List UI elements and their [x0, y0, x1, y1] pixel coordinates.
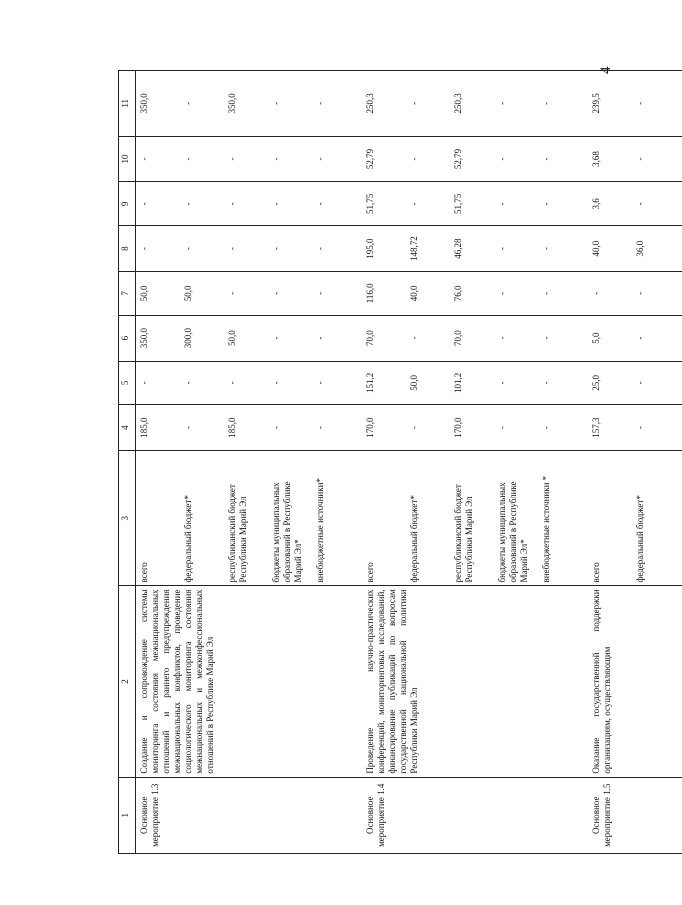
funding-source-name: бюджеты муниципальных образований в Республике Марий Эл* [497, 481, 529, 583]
value-cell: 350,0 [227, 93, 237, 114]
value-cell: - [227, 381, 237, 385]
value-cell: - [541, 381, 551, 385]
funding-source-name: всего [365, 562, 375, 583]
funding-source-name: всего [591, 562, 601, 583]
value-cell: 300,0 [183, 327, 193, 349]
value-cell: - [315, 247, 325, 251]
value-cell: - [271, 202, 281, 206]
value-cell: - [541, 336, 551, 340]
value-cell: - [315, 336, 325, 340]
value-cell: - [541, 157, 551, 161]
value-column-10 [362, 136, 588, 182]
value-cell: - [315, 381, 325, 385]
value-cell: 40,0 [409, 285, 419, 302]
value-cell: 350,0 [139, 93, 149, 114]
column-header: 3 [119, 451, 136, 586]
value-cell: - [541, 101, 551, 105]
value-cell: - [497, 157, 507, 161]
value-cell: - [409, 336, 419, 340]
value-cell: 51,75 [453, 193, 463, 214]
value-cell: - [635, 202, 645, 206]
value-column-11 [136, 71, 363, 137]
funding-source-name: республиканский бюджет Республики Марий Эл [227, 484, 248, 583]
value-cell: 170,0 [453, 417, 463, 438]
value-cell: - [183, 101, 193, 105]
value-column-11 [588, 71, 682, 137]
value-cell: 70,0 [453, 330, 463, 346]
value-cell: - [497, 291, 507, 295]
value-column-4 [588, 405, 682, 451]
value-column-11 [362, 71, 588, 137]
table-body [136, 71, 682, 854]
value-cell: - [409, 426, 419, 430]
value-cell: 101,2 [453, 372, 463, 393]
value-cell: 5,0 [591, 332, 601, 344]
value-cell: - [497, 426, 507, 430]
column-header: 11 [119, 71, 136, 137]
value-cell: - [409, 157, 419, 161]
value-cell: - [409, 101, 419, 105]
value-column-5 [588, 361, 682, 405]
value-cell: - [315, 101, 325, 105]
value-cell: 185,0 [227, 417, 237, 438]
budget-table [118, 70, 682, 854]
column-header: 7 [119, 272, 136, 316]
value-column-4 [362, 405, 588, 451]
column-header: 8 [119, 226, 136, 272]
value-cell: 76,0 [453, 285, 463, 302]
value-column-10 [588, 136, 682, 182]
value-column-9 [136, 182, 363, 226]
value-cell: 36,0 [635, 240, 645, 257]
value-cell: - [271, 157, 281, 161]
value-cell: 239,5 [591, 93, 601, 114]
value-cell: 170,0 [365, 417, 375, 438]
value-cell: - [227, 247, 237, 251]
funding-source-name: федеральный бюджет* [635, 495, 645, 583]
value-column-8 [588, 226, 682, 272]
value-cell: 3,6 [591, 198, 601, 210]
funding-source-name: республиканский бюджет Республики Марий Эл [453, 484, 474, 583]
value-cell: 151,2 [365, 372, 375, 393]
value-column-6 [136, 315, 363, 361]
value-column-6 [588, 315, 682, 361]
value-cell: - [497, 247, 507, 251]
value-cell: - [183, 157, 193, 161]
value-cell: 50,0 [227, 330, 237, 346]
activity-code: Основное мероприятие 1.4 [362, 777, 588, 853]
value-cell: - [635, 336, 645, 340]
value-cell: - [271, 336, 281, 340]
value-column-8 [136, 226, 363, 272]
column-header: 10 [119, 136, 136, 182]
activity-description: Оказание государственной поддержки организациям, осуществляющим [588, 586, 682, 777]
value-column-9 [362, 182, 588, 226]
value-cell: - [315, 291, 325, 295]
value-cell: - [183, 202, 193, 206]
value-cell: - [139, 157, 149, 161]
value-cell: 350,0 [139, 327, 149, 349]
value-cell: - [635, 291, 645, 295]
table-row [362, 71, 588, 854]
value-cell: - [315, 157, 325, 161]
value-cell: 3,68 [591, 151, 601, 167]
value-cell: - [635, 381, 645, 385]
value-cell: - [271, 101, 281, 105]
page-number: 4 [598, 66, 614, 74]
value-cell: 40,0 [591, 240, 601, 257]
value-cell: 185,0 [139, 417, 149, 438]
value-cell: - [139, 247, 149, 251]
value-cell: - [409, 202, 419, 206]
funding-sources [136, 451, 363, 586]
column-header: 1 [119, 777, 136, 853]
column-header: 9 [119, 182, 136, 226]
funding-source-name: федеральный бюджет* [183, 495, 193, 583]
value-cell: - [635, 426, 645, 430]
value-cell: - [635, 157, 645, 161]
value-cell: 250,3 [453, 93, 463, 114]
value-column-7 [136, 272, 363, 316]
value-cell: - [271, 247, 281, 251]
value-cell: - [227, 291, 237, 295]
funding-source-name: внебюджетные источники * [541, 475, 551, 583]
value-cell: - [183, 381, 193, 385]
funding-sources [588, 451, 682, 586]
value-cell: 70,0 [365, 330, 375, 346]
value-cell: 50,0 [139, 285, 149, 302]
column-header: 5 [119, 361, 136, 405]
value-column-10 [136, 136, 363, 182]
value-cell: - [315, 426, 325, 430]
value-cell: 51,75 [365, 193, 375, 214]
value-cell: 250,3 [365, 93, 375, 114]
column-header: 4 [119, 405, 136, 451]
value-cell: - [315, 202, 325, 206]
value-column-5 [362, 361, 588, 405]
value-cell: 52,79 [365, 148, 375, 170]
value-cell: - [497, 101, 507, 105]
value-cell: - [271, 426, 281, 430]
value-cell: - [635, 101, 645, 105]
value-cell: 25,0 [591, 375, 601, 391]
value-cell: 116,0 [365, 283, 375, 304]
value-cell: - [541, 291, 551, 295]
value-cell: - [139, 202, 149, 206]
table-row [588, 71, 682, 854]
value-cell: - [541, 247, 551, 251]
funding-source-name: федеральный бюджет* [409, 495, 419, 583]
value-cell: 157,3 [591, 417, 601, 438]
value-cell: 46,28 [453, 238, 463, 259]
value-cell: - [591, 291, 601, 295]
value-cell: - [227, 202, 237, 206]
value-column-7 [362, 272, 588, 316]
value-cell: 52,79 [453, 148, 463, 170]
column-header: 2 [119, 586, 136, 777]
value-cell: - [271, 381, 281, 385]
value-cell: 50,0 [409, 375, 419, 391]
table-row [136, 71, 363, 854]
value-cell: - [541, 202, 551, 206]
funding-source-name: всего [139, 562, 149, 583]
value-cell: - [139, 381, 149, 385]
value-cell: - [183, 426, 193, 430]
column-header: 6 [119, 315, 136, 361]
value-cell: - [227, 157, 237, 161]
value-column-6 [362, 315, 588, 361]
value-column-9 [588, 182, 682, 226]
value-cell: 195,0 [365, 238, 375, 259]
activity-code: Основное мероприятие 1.3 [136, 777, 363, 853]
value-cell: - [541, 426, 551, 430]
funding-source-name: бюджеты муниципальных образований в Республике Марий Эл* [271, 481, 303, 583]
rotated-page [118, 70, 645, 854]
value-cell: - [271, 291, 281, 295]
value-column-4 [136, 405, 363, 451]
activity-description: Создание и сопровождение системы мониторинга состояния межнациональных отношений и раннего предупреждения межнациональных конфликтов, проведение социологического мониторинга состояния межнациональных и межконфессиональных отношений в Республике Марий Эл [136, 586, 363, 777]
activity-code: Основное мероприятие 1.5 [588, 777, 682, 853]
value-column-8 [362, 226, 588, 272]
value-column-5 [136, 361, 363, 405]
value-cell: - [497, 381, 507, 385]
value-cell: 148,72 [409, 236, 419, 261]
funding-sources [362, 451, 588, 586]
value-cell: - [497, 336, 507, 340]
activity-description: Проведение научно-практических конференций, мониторинговых исследований, финансирование публикаций по вопросам государственной национальной политики Республики Марий Эл [362, 586, 588, 777]
value-column-7 [588, 272, 682, 316]
value-cell: - [497, 202, 507, 206]
value-cell: - [183, 247, 193, 251]
funding-source-name: внебюджетные источники* [315, 478, 325, 583]
value-cell: 50,0 [183, 285, 193, 302]
header-row [119, 71, 136, 854]
